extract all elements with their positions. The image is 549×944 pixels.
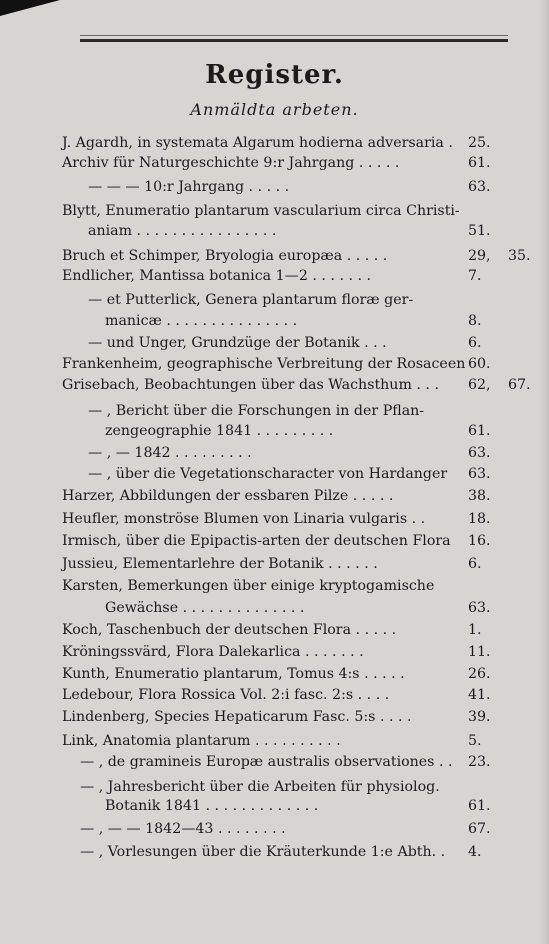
register-entry <box>0 220 549 242</box>
register-entry <box>0 530 549 552</box>
entry-page-number: 63. <box>468 445 491 461</box>
register-entry <box>0 176 549 198</box>
entry-text: Harzer, Abbildungen der essbaren Pilze . . . . . <box>62 488 394 504</box>
entry-page-number: 60. <box>468 356 491 372</box>
register-entry <box>0 730 549 752</box>
entry-page-number: 7. <box>468 268 482 284</box>
entry-page-number-secondary: 67. <box>508 377 531 393</box>
entry-text: Frankenheim, geographische Verbreitung der Rosaceen <box>62 356 466 372</box>
entry-text: — — — 10:r Jahrgang . . . . . <box>88 179 290 195</box>
register-entry <box>0 597 549 619</box>
register-entry <box>0 200 549 222</box>
register-entry <box>0 663 549 685</box>
entry-text: — , Bericht über die Forschungen in der Pflan- <box>88 403 425 419</box>
entry-text: Bruch et Schimper, Bryologia europæa . . . . . <box>62 248 388 264</box>
entry-text: manicæ . . . . . . . . . . . . . . . <box>105 313 298 329</box>
register-entry <box>0 818 549 840</box>
register-entry <box>0 575 549 597</box>
register-entry <box>0 310 549 332</box>
register-entry <box>0 553 549 575</box>
entry-text: Lindenberg, Species Hepaticarum Fasc. 5:s . . . . <box>62 709 412 725</box>
register-entry <box>0 841 549 863</box>
entry-page-number: 23. <box>468 754 491 770</box>
entry-page-number-secondary: 35. <box>508 248 531 264</box>
entry-page-number: 1. <box>468 622 482 638</box>
entry-page-number: 16. <box>468 533 491 549</box>
entry-text: Endlicher, Mantissa botanica 1—2 . . . . . . . <box>62 268 372 284</box>
entry-page-number: 11. <box>468 644 491 660</box>
register-entry <box>0 245 549 267</box>
entry-page-number: 63. <box>468 179 491 195</box>
entry-text: — et Putterlick, Genera plantarum floræ ger- <box>88 292 414 308</box>
entry-page-number: 67. <box>468 821 491 837</box>
entry-page-number: 62, <box>468 377 491 393</box>
entry-text: Gewächse . . . . . . . . . . . . . . <box>105 600 305 616</box>
entry-text: — , de gramineis Europæ australis observationes . . <box>80 754 453 770</box>
register-entry <box>0 485 549 507</box>
register-entry <box>0 684 549 706</box>
register-entry <box>0 332 549 354</box>
entry-text: Grisebach, Beobachtungen über das Wachsthum . . . <box>62 377 439 393</box>
entry-text: Botanik 1841 . . . . . . . . . . . . . <box>105 798 319 814</box>
register-entry <box>0 463 549 485</box>
entry-text: — und Unger, Grundzüge der Botanik . . . <box>88 335 387 351</box>
entry-text: — , — 1842 . . . . . . . . . <box>88 445 252 461</box>
register-entry <box>0 152 549 174</box>
entry-text: Link, Anatomia plantarum . . . . . . . . . . <box>62 733 341 749</box>
entry-text: Koch, Taschenbuch der deutschen Flora . . . . . <box>62 622 397 638</box>
entry-page-number: 5. <box>468 733 482 749</box>
entry-text: Kunth, Enumeratio plantarum, Tomus 4:s . . . . . <box>62 666 405 682</box>
register-entry <box>0 265 549 287</box>
entry-page-number: 29, <box>468 248 491 264</box>
entry-text: — , Vorlesungen über die Kräuterkunde 1:e Abth. . <box>80 844 446 860</box>
register-entry <box>0 353 549 375</box>
entry-text: Karsten, Bemerkungen über einige kryptogamische <box>62 578 435 594</box>
entry-text: Kröningssvärd, Flora Dalekarlica . . . . . . . <box>62 644 364 660</box>
entry-text: J. Agardh, in systemata Algarum hodierna adversaria . <box>62 135 453 151</box>
entry-text: Ledebour, Flora Rossica Vol. 2:i fasc. 2:s . . . . <box>62 687 390 703</box>
entry-text: Irmisch, über die Epipactis-arten der deutschen Flora <box>62 533 451 549</box>
register-entry <box>0 442 549 464</box>
entry-page-number: 38. <box>468 488 491 504</box>
page-corner-shadow <box>0 0 60 16</box>
entry-page-number: 63. <box>468 600 491 616</box>
register-entry <box>0 508 549 530</box>
page-title: Register. <box>205 60 344 90</box>
entry-page-number: 51. <box>468 223 491 239</box>
register-entry <box>0 641 549 663</box>
register-entry <box>0 132 549 154</box>
register-entry <box>0 706 549 728</box>
entry-text: Blytt, Enumeratio plantarum vascularium circa Christi- <box>62 203 460 219</box>
entry-text: aniam . . . . . . . . . . . . . . . . <box>88 223 277 239</box>
entry-text: Archiv für Naturgeschichte 9:r Jahrgang . . . . . <box>62 155 400 171</box>
entry-page-number: 63. <box>468 466 491 482</box>
entry-page-number: 18. <box>468 511 491 527</box>
register-entry <box>0 619 549 641</box>
section-subtitle: Anmäldta arbeten. <box>190 100 359 119</box>
entry-page-number: 26. <box>468 666 491 682</box>
register-entry <box>0 289 549 311</box>
register-entry <box>0 751 549 773</box>
register-entry <box>0 795 549 817</box>
entry-page-number: 41. <box>468 687 491 703</box>
register-entry <box>0 400 549 422</box>
entry-page-number: 39. <box>468 709 491 725</box>
entry-page-number: 4. <box>468 844 482 860</box>
entry-text: — , — — 1842—43 . . . . . . . . <box>80 821 286 837</box>
register-entry <box>0 420 549 442</box>
entry-text: zengeographie 1841 . . . . . . . . . <box>105 423 334 439</box>
entry-text: Jussieu, Elementarlehre der Botanik . . . . . . <box>62 556 378 572</box>
entry-page-number: 61. <box>468 798 491 814</box>
entry-page-number: 8. <box>468 313 482 329</box>
header-rule <box>80 39 508 42</box>
entry-page-number: 25. <box>468 135 491 151</box>
register-entry <box>0 374 549 396</box>
entry-page-number: 61. <box>468 155 491 171</box>
entry-text: — , über die Vegetationscharacter von Hardanger <box>88 466 448 482</box>
entry-page-number: 6. <box>468 335 482 351</box>
entry-page-number: 61. <box>468 423 491 439</box>
entry-page-number: 6. <box>468 556 482 572</box>
entry-text: — , Jahresbericht über die Arbeiten für physiolog. <box>80 779 440 795</box>
entry-text: Heufler, monströse Blumen von Linaria vulgaris . . <box>62 511 426 527</box>
